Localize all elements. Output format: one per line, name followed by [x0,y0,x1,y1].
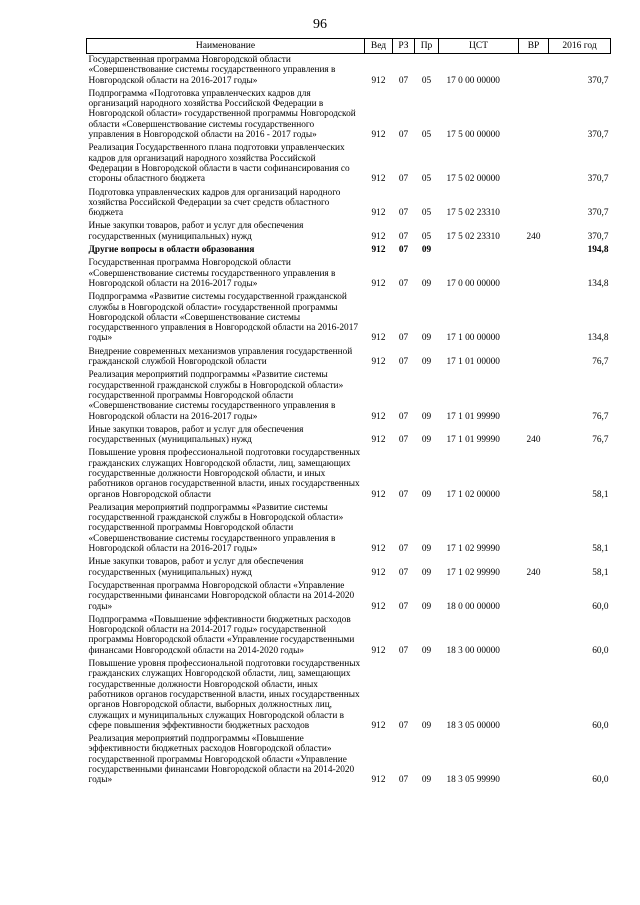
row-pr: 09 [421,357,432,368]
table-row [87,346,611,370]
row-cst: 17 1 02 99990 [446,544,500,555]
row-rz: 07 [398,544,409,555]
row-ved: 912 [371,775,386,786]
row-ved: 912 [371,720,386,731]
row-amount: 76,7 [592,435,609,446]
table-row [87,142,611,186]
row-cst: 17 1 00 00000 [446,333,500,344]
row-ved: 912 [371,231,386,242]
row-amount: 58,1 [592,489,609,500]
row-name: Подпрограмма «Повышение эффективности бюджетных расходов Новгородской области на 2014-2017 годы» государственной программы Новгородской области «Управление государственными финансами Новгородской области на 2014-2020 годы» [88,614,355,656]
row-name: Иные закупки товаров, работ и услуг для обеспечения государственных (муниципальных) нужд [88,557,304,578]
row-ved: 912 [371,567,386,578]
row-vr [519,54,549,88]
table-row [87,291,611,345]
row-name: Государственная программа Новгородской области «Совершенствование системы государственного управления в Новгородской области на 2016-2017 годы» [88,258,336,289]
row-name: Другие вопросы в области образования [88,245,255,256]
row-cst: 17 5 00 00000 [446,130,500,141]
row-name: Реализация мероприятий подпрограммы «Повышение эффективности бюджетных расходов Новгородской области» государственной программы Новгородской области «Управление государственными финансами Новгородской области на 2014-2020 годы» [88,734,355,786]
row-vr [519,257,549,291]
row-cst: 17 5 02 00000 [446,174,500,185]
row-rz: 07 [398,130,409,141]
row-rz: 07 [398,231,409,242]
row-amount: 58,1 [592,544,609,555]
row-cst: 17 1 02 99990 [446,567,500,578]
row-ved: 912 [371,130,386,141]
row-cst: 17 0 00 00000 [446,278,500,289]
table-row [87,580,611,614]
row-amount: 60,0 [592,645,609,656]
row-name: Реализация мероприятий подпрограммы «Развитие системы государственной гражданской службы в Новгородской области» государственной программы Новгородской области «Совершенствование системы государственного управления в Новгородской области на 2016-2017 годы» [88,370,344,422]
row-amount: 370,7 [587,208,609,219]
row-vr [519,447,549,501]
row-amount: 134,8 [587,333,609,344]
row-vr [519,614,549,658]
row-rz: 07 [398,333,409,344]
row-cst: 18 3 05 00000 [446,720,500,731]
row-amount: 76,7 [592,357,609,368]
table-row [87,733,611,787]
table-row [87,257,611,291]
row-rz: 07 [398,435,409,446]
row-pr: 05 [421,174,432,185]
row-pr: 05 [421,231,432,242]
row-vr [519,291,549,345]
row-name: Реализация Государственного плана подготовки управленческих кадров для организаций народного хозяйства Российской Федерации в Новгородской области в части софинансирования со стороны областного бюджета [88,143,350,185]
table-row [87,447,611,501]
row-amount: 60,0 [592,775,609,786]
row-ved: 912 [371,645,386,656]
row-vr [519,502,549,556]
table-row [87,244,611,257]
row-vr [519,187,549,221]
row-cst: 17 1 01 99990 [446,435,500,446]
row-vr [519,346,549,370]
row-amount: 58,1 [592,567,609,578]
row-name: Внедрение современных механизмов управления государственной гражданской службой Новгородской области [88,346,353,368]
column-header-rz: РЗ [393,39,415,54]
table-row [87,187,611,221]
row-pr: 09 [421,601,432,612]
table-row [87,502,611,556]
row-pr: 09 [421,720,432,731]
row-amount: 60,0 [592,601,609,612]
row-rz: 07 [398,208,409,219]
row-pr: 09 [421,544,432,555]
row-amount: 194,8 [587,245,609,256]
table-header-row [87,39,611,54]
row-amount: 134,8 [587,278,609,289]
row-ved: 912 [371,489,386,500]
row-ved: 912 [371,174,386,185]
budget-table [86,38,611,788]
row-rz: 07 [398,775,409,786]
row-ved: 912 [371,208,386,219]
table-row [87,88,611,142]
row-rz: 07 [398,720,409,731]
row-cst: 17 1 02 00000 [446,489,500,500]
row-ved: 912 [371,357,386,368]
row-name: Иные закупки товаров, работ и услуг для обеспечения государственных (муниципальных) нужд [88,221,304,242]
row-vr [519,733,549,787]
row-ved: 912 [371,601,386,612]
row-amount: 370,7 [587,174,609,185]
row-rz: 07 [398,645,409,656]
column-header-name: Наименование [87,39,365,54]
row-rz: 07 [398,567,409,578]
row-pr: 05 [421,208,432,219]
row-rz: 07 [398,174,409,185]
table-row [87,658,611,733]
row-name: Повышение уровня профессиональной подготовки государственных гражданских служащих Новгородской области, лиц, замещающих государственные должности Новгородской области, иных работников органов государственной власти, иных государственных органов Новгородской области, выборных должностных лиц, служащих и муниципальных служащих Новгородской области в сфере повышения эффективности бюджетных расходов [88,659,361,731]
table-row [87,614,611,658]
row-ved: 912 [371,245,386,256]
table-row [87,369,611,423]
row-cst: 17 5 02 23310 [446,231,500,242]
row-pr: 09 [421,775,432,786]
row-pr: 09 [421,489,432,500]
row-ved: 912 [371,544,386,555]
row-name: Реализация мероприятий подпрограммы «Развитие системы государственной гражданской службы в Новгородской области» государственной программы Новгородской области «Совершенствование системы государственного управления в Новгородской области на 2016-2017 годы» [88,502,344,555]
row-vr: 240 [526,567,541,578]
row-rz: 07 [398,245,409,256]
row-rz: 07 [398,601,409,612]
row-cst: 18 0 00 00000 [446,601,500,612]
row-rz: 07 [398,489,409,500]
row-name: Подпрограмма «Развитие системы государственной гражданской службы в Новгородской области» государственной программы Новгородской области «Совершенствование системы государственного управления в Новгородской области на 2016-2017 годы» [88,292,359,344]
row-name: Подготовка управленческих кадров для организаций народного хозяйства Российской Федерации за счет средств областного бюджета [88,187,341,219]
row-cst: 18 3 00 00000 [446,645,500,656]
row-ved: 912 [371,278,386,289]
row-rz: 07 [398,411,409,422]
row-vr [519,244,549,257]
page-number: 96 [313,17,327,32]
row-vr [519,88,549,142]
table-row [87,220,611,244]
row-name: Иные закупки товаров, работ и услуг для обеспечения государственных (муниципальных) нужд [88,424,304,446]
row-cst [439,244,519,257]
row-vr [519,580,549,614]
row-name: Государственная программа Новгородской области «Управление государственными финансами Новгородской области на 2014-2020 годы» [88,580,355,612]
row-cst: 17 1 01 00000 [446,357,500,368]
row-ved: 912 [371,435,386,446]
row-vr [519,369,549,423]
row-vr: 240 [526,231,541,242]
row-amount: 370,7 [587,75,609,86]
row-ved: 912 [371,75,386,86]
row-pr: 09 [421,567,432,578]
row-vr: 240 [526,435,541,446]
row-amount: 370,7 [587,231,609,242]
table-row [87,424,611,448]
row-pr: 09 [421,435,432,446]
column-header-vr: ВР [519,39,549,54]
row-pr: 05 [421,130,432,141]
row-pr: 09 [421,278,432,289]
row-cst: 17 1 01 99990 [446,411,500,422]
row-rz: 07 [398,75,409,86]
column-header-ved: Вед [365,39,393,54]
row-rz: 07 [398,357,409,368]
row-name: Подпрограмма «Подготовка управленческих кадров для организаций народного хозяйства Российской Федерации в Новгородской области» государственной программы Новгородской области «Совершенствование системы государственного управления в Новгородской области на 2016 - 2017 годы» [88,88,356,141]
column-header-year: 2016 год [549,39,611,54]
row-rz: 07 [398,278,409,289]
row-amount: 370,7 [587,130,609,141]
row-cst: 17 5 02 23310 [446,208,500,219]
table-row [87,556,611,580]
row-pr: 09 [421,333,432,344]
row-pr: 09 [421,411,432,422]
column-header-cst: ЦСТ [439,39,519,54]
row-amount: 60,0 [592,720,609,731]
row-pr: 09 [421,245,432,256]
row-cst: 18 3 05 99990 [446,775,500,786]
row-vr [519,658,549,733]
row-pr: 05 [421,75,432,86]
table-body [87,54,611,788]
row-ved: 912 [371,411,386,422]
column-header-pr: Пр [415,39,439,54]
table-row [87,54,611,88]
row-cst: 17 0 00 00000 [446,75,500,86]
row-name: Повышение уровня профессиональной подготовки государственных гражданских служащих Новгородской области, лиц, замещающих государственные должности Новгородской области, и иных работников органов государственной власти, иных государственных органов Новгородской области [88,448,361,500]
row-pr: 09 [421,645,432,656]
row-amount: 76,7 [592,411,609,422]
row-vr [519,142,549,186]
row-ved: 912 [371,333,386,344]
row-name: Государственная программа Новгородской области «Совершенствование системы государственного управления в Новгородской области на 2016-2017 годы» [88,55,336,86]
